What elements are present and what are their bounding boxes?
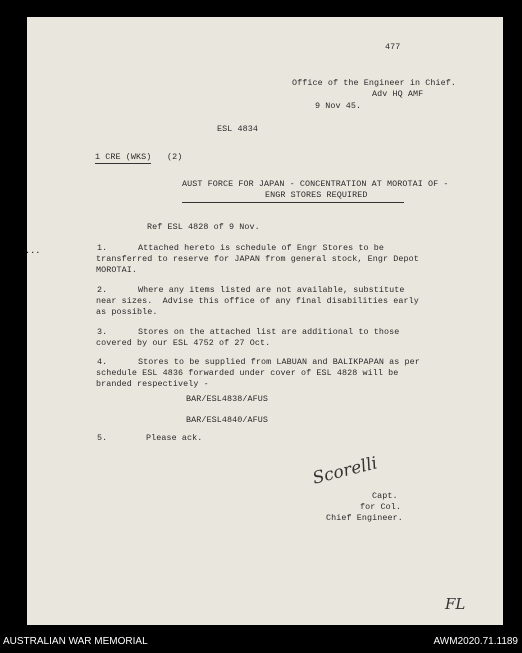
subject-line-1: AUST FORCE FOR JAPAN - CONCENTRATION AT MOROTAI OF -	[182, 179, 449, 189]
document-date: 9 Nov 45.	[315, 101, 362, 111]
footer-accession: AWM2020.71.1189	[433, 636, 518, 647]
para-1-number: 1.	[97, 243, 108, 253]
para-4-line-3: branded respectively -	[96, 379, 209, 389]
addressee-underline	[95, 163, 151, 164]
page-number: 477	[385, 42, 401, 52]
para-2-number: 2.	[97, 285, 108, 295]
para-4-number: 4.	[97, 357, 108, 367]
footer-institution: AUSTRALIAN WAR MEMORIAL	[3, 636, 148, 647]
para-3-line-2: covered by our ESL 4752 of 27 Oct.	[96, 338, 271, 348]
addressee: 1 CRE (WKS)	[95, 152, 152, 162]
file-reference: ESL 4834	[217, 124, 259, 134]
para-1-line-3: MOROTAI.	[96, 265, 138, 275]
para-2-line-2: near sizes. Advise this office of any final disabilities early	[96, 296, 419, 306]
para-2-line-3: as possible.	[96, 307, 158, 317]
corner-initials: FL	[445, 595, 466, 613]
office-line-1: Office of the Engineer in Chief.	[292, 78, 457, 88]
signature-for: for Col.	[360, 502, 402, 512]
document-page	[27, 17, 503, 625]
para-3-line-1: Stores on the attached list are additional to those	[138, 327, 400, 337]
para-5-text: Please ack.	[146, 433, 203, 443]
signature: Scorelli	[310, 453, 380, 489]
margin-mark: ...	[25, 246, 41, 256]
para-1-line-2: transferred to reserve for JAPAN from general stock, Engr Depot	[96, 254, 419, 264]
signature-title: Chief Engineer.	[326, 513, 403, 523]
signature-rank: Capt.	[372, 491, 398, 501]
para-5-number: 5.	[97, 433, 108, 443]
para-1-line-1: Attached hereto is schedule of Engr Stores to be	[138, 243, 385, 253]
copy-count: (2)	[167, 152, 183, 162]
para-2-line-1: Where any items listed are not available, substitute	[138, 285, 405, 295]
para-4-line-1: Stores to be supplied from LABUAN and BALIKPAPAN as per	[138, 357, 420, 367]
reference-line: Ref ESL 4828 of 9 Nov.	[147, 222, 260, 232]
brand-code-2: BAR/ESL4840/AFUS	[186, 415, 269, 425]
brand-code-1: BAR/ESL4838/AFUS	[186, 394, 269, 404]
subject-line-2: ENGR STORES REQUIRED	[265, 190, 368, 200]
para-4-line-2: schedule ESL 4836 forwarded under cover of ESL 4828 will be	[96, 368, 399, 378]
subject-underline	[182, 202, 404, 203]
para-3-number: 3.	[97, 327, 108, 337]
office-line-2: Adv HQ AMF	[372, 89, 424, 99]
